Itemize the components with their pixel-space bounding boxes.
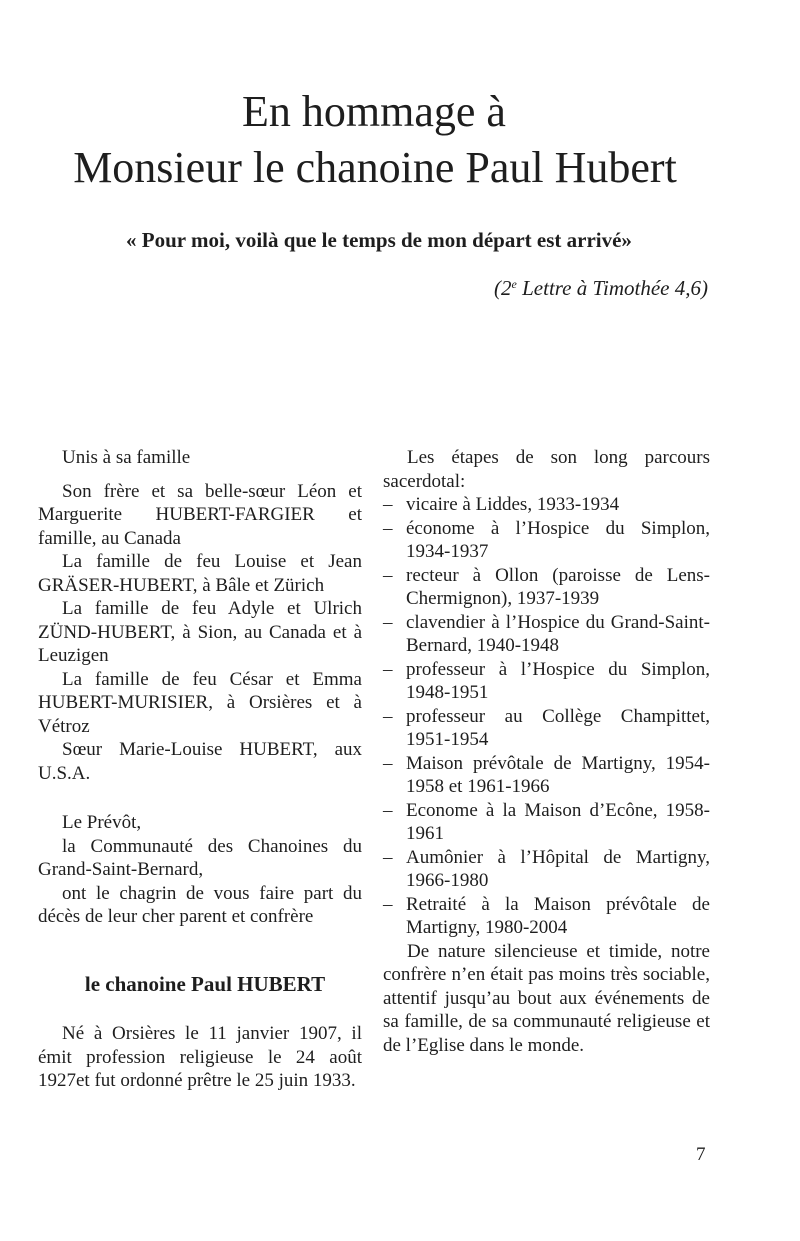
list-item: – Maison prévôtale de Martigny, 1954-1958 et 1961-1966 [383,752,710,799]
list-item: – clavendier à l’Hospice du Grand-Saint-Bernard, 1940-1948 [383,611,710,658]
list-item: – économe à l’Hospice du Simplon, 1934-1937 [383,517,710,564]
epigraph-quote: « Pour moi, voilà que le temps de mon départ est arrivé» [126,228,632,252]
family-line: Sœur Marie-Louise HUBERT, aux U.S.A. [38,739,362,784]
page-title-line-2: Monsieur le chanoine Paul Hubert [73,143,677,192]
deceased-name-heading: le chanoine Paul HUBERT [84,971,326,996]
announcement-line: la Communauté des Chanoines du Grand-Saint-Bernard, [38,835,362,880]
career-intro: Les étapes de son long parcours sacerdotal: [383,447,710,492]
page-title-line-1: En hommage à [242,87,506,136]
biography-paragraph: Né à Orsières le 11 janvier 1907, il émit profession religieuse le 24 août 1927et fut ordonné prêtre le 25 juin 1933. [38,1023,362,1091]
family-line: La famille de feu César et Emma HUBERT-MURISIER, à Orsières et à Vétroz [38,668,362,737]
right-column [383,446,710,1057]
left-column [38,446,362,1093]
closing-paragraph: De nature silencieuse et timide, notre confrère n’en était pas moins très sociable, attentif jusqu’au bout aux événements de sa famille, de sa communauté religieuse et de l’Eglise dans le monde. [383,940,710,1056]
list-item: – professeur à l’Hospice du Simplon, 1948-1951 [383,658,710,705]
family-line: La famille de feu Louise et Jean GRÄSER-HUBERT, à Bâle et Zürich [38,551,362,596]
announcement-line: ont le chagrin de vous faire part du décès de leur cher parent et confrère [38,882,362,927]
list-item: – professeur au Collège Champittet, 1951-1954 [383,705,710,752]
epigraph-reference: (2e Lettre à Timothée 4,6) [494,276,708,300]
family-intro: Unis à sa famille [62,447,191,468]
page-number: 7 [696,1144,706,1165]
list-item: – Retraité à la Maison prévôtale de Martigny, 1980-2004 [383,893,710,940]
family-line: La famille de feu Adyle et Ulrich ZÜND-HUBERT, à Sion, au Canada et à Leuzigen [38,598,362,666]
family-line: Son frère et sa belle-sœur Léon et Marguerite HUBERT-FARGIER et famille, au Canada [38,480,362,549]
list-item: – recteur à Ollon (paroisse de Lens-Chermignon), 1937-1939 [383,564,710,611]
career-steps-list [383,493,710,940]
announcement-line: Le Prévôt, [62,812,142,833]
list-item: – vicaire à Liddes, 1933-1934 [383,493,710,517]
list-item: – Econome à la Maison d’Ecône, 1958-1961 [383,799,710,846]
list-item: – Aumônier à l’Hôpital de Martigny, 1966-1980 [383,846,710,893]
